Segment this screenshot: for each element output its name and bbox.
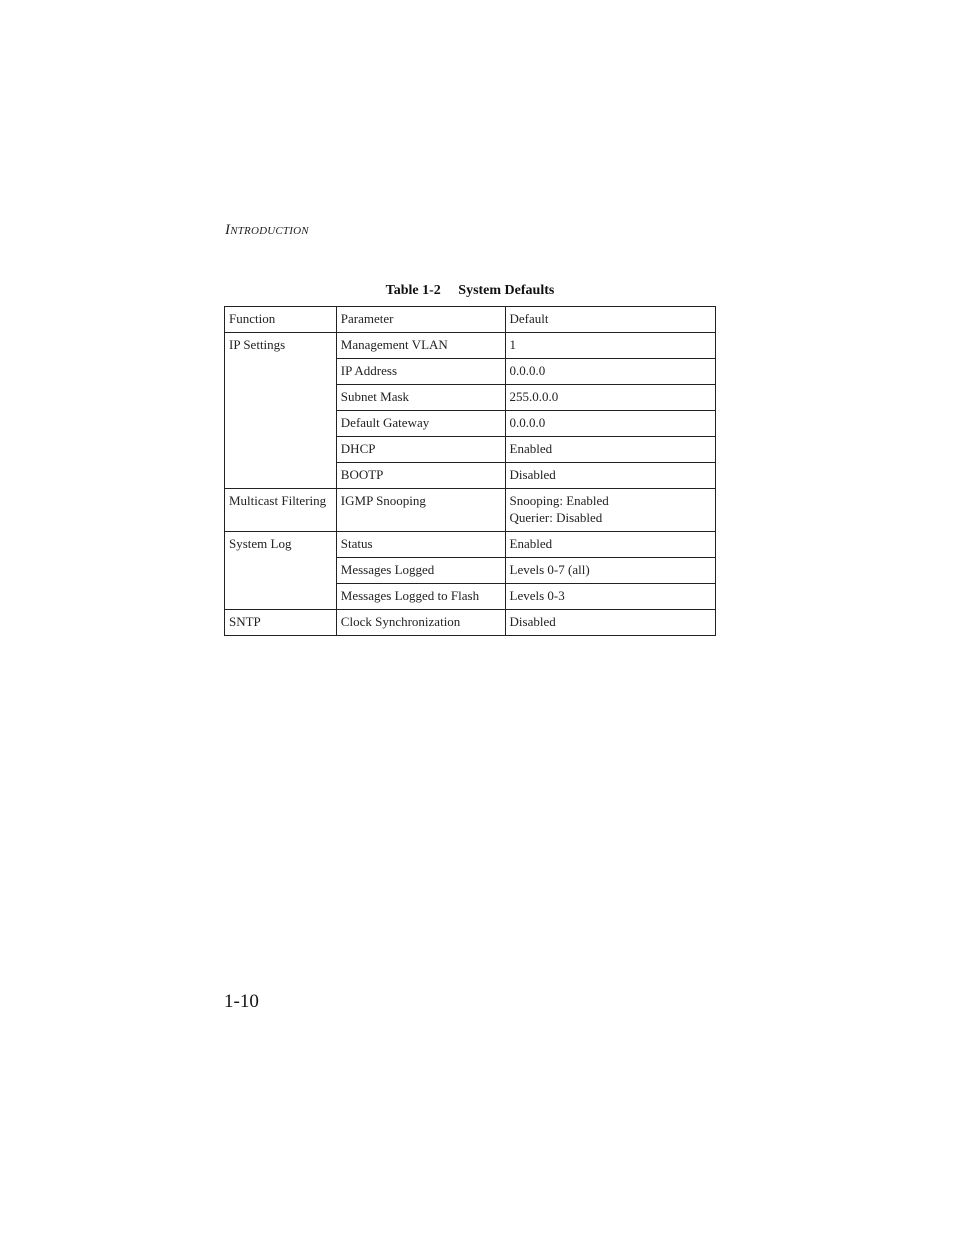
parameter-cell: BOOTP [336,463,505,489]
default-cell: Levels 0-3 [505,584,715,610]
parameter-cell: Messages Logged to Flash [336,584,505,610]
function-cell: IP Settings [225,333,337,489]
parameter-cell: Messages Logged [336,558,505,584]
system-defaults-table [224,306,716,636]
table-row [225,333,716,359]
table-caption-number: Table 1-2 [385,283,441,298]
table-caption [224,283,716,299]
parameter-cell: Management VLAN [336,333,505,359]
table-caption-title: System Defaults [458,283,555,298]
default-cell: Disabled [505,610,715,636]
default-cell [505,489,715,532]
default-line: Snooping: Enabled [509,493,609,508]
parameter-cell: Subnet Mask [336,385,505,411]
table-row [225,489,716,532]
default-cell: Enabled [505,532,715,558]
section-header: Introduction [225,222,309,238]
default-cell: 0.0.0.0 [505,359,715,385]
table-row [225,610,716,636]
default-line: Querier: Disabled [509,510,603,525]
default-cell: Levels 0-7 (all) [505,558,715,584]
parameter-cell: Clock Synchronization [336,610,505,636]
default-cell: 255.0.0.0 [505,385,715,411]
parameter-cell: IGMP Snooping [336,489,505,532]
parameter-cell: DHCP [336,437,505,463]
function-cell: System Log [225,532,337,610]
page-number: 1-10 [224,991,259,1012]
function-cell: SNTP [225,610,337,636]
column-header-default: Default [505,307,715,333]
function-cell: Multicast Filtering [225,489,337,532]
parameter-cell: Default Gateway [336,411,505,437]
default-cell: Enabled [505,437,715,463]
parameter-cell: Status [336,532,505,558]
table-header-row [225,307,716,333]
column-header-function: Function [225,307,337,333]
column-header-parameter: Parameter [336,307,505,333]
default-cell: Disabled [505,463,715,489]
default-cell: 1 [505,333,715,359]
default-cell: 0.0.0.0 [505,411,715,437]
table-row [225,532,716,558]
parameter-cell: IP Address [336,359,505,385]
